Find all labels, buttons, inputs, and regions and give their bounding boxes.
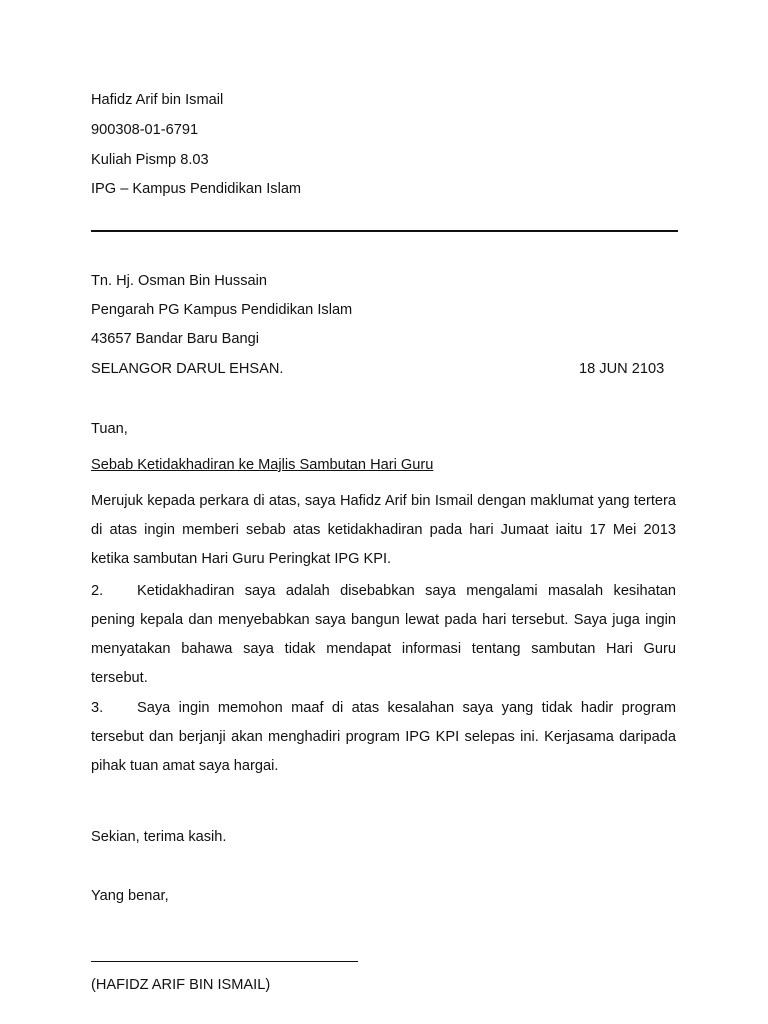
paragraph-2-number: 2. [91,583,104,599]
sender-ic: 900308-01-6791 [91,122,199,138]
recipient-name: Tn. Hj. Osman Bin Hussain [91,273,267,289]
paragraph-2 [91,577,676,693]
signoff-line: Yang benar, [91,888,169,904]
recipient-address: 43657 Bandar Baru Bangi [91,331,259,347]
signature-name: (HAFIDZ ARIF BIN ISMAIL) [91,977,271,993]
paragraph-1: Merujuk kepada perkara di atas, saya Hafidz Arif bin Ismail dengan maklumat yang tertera di atas ingin memberi sebab atas ketidakhadiran pada hari Jumaat iaitu 17 Mei 2013 ketika sambutan Hari Guru Peringkat IPG KPI. [91,493,676,567]
paragraph-3-text: Saya ingin memohon maaf di atas kesalahan saya yang tidak hadir program tersebut dan berjanji akan menghadiri program IPG KPI selepas ini. Kerjasama daripada pihak tuan amat saya hargai. [91,700,676,774]
paragraph-3-number: 3. [91,700,104,716]
paragraph-3 [91,694,676,781]
salutation: Tuan, [91,421,128,437]
closing-line: Sekian, terima kasih. [91,829,227,845]
sender-institution: IPG – Kampus Pendidikan Islam [91,181,302,197]
paragraph-2-text: Ketidakhadiran saya adalah disebabkan saya mengalami masalah kesihatan pening kepala dan menyebabkan saya bangun lewat pada hari tersebut. Saya juga ingin menyatakan bahawa saya tidak mendapat informasi tentang sambutan Hari Guru tersebut. [91,583,676,686]
sender-name: Hafidz Arif bin Ismail [91,92,224,108]
letter-date: 18 JUN 2103 [579,361,665,377]
sender-class: Kuliah Pismp 8.03 [91,152,209,168]
recipient-title: Pengarah PG Kampus Pendidikan Islam [91,302,353,318]
recipient-state: SELANGOR DARUL EHSAN. [91,361,284,377]
header-divider [91,230,678,232]
signature-line [91,961,358,962]
letter-subject: Sebab Ketidakhadiran ke Majlis Sambutan Hari Guru [91,457,434,473]
